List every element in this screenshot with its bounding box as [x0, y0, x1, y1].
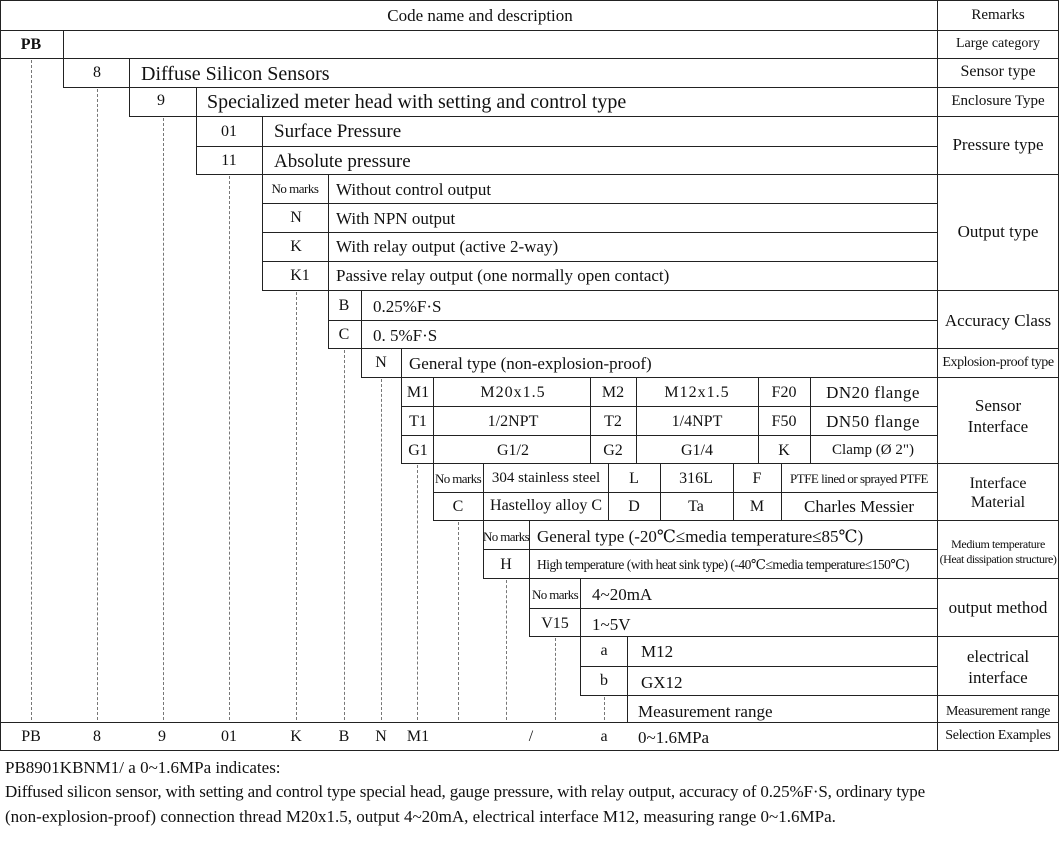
medium-remark: Medium temperature: [951, 537, 1045, 551]
interface-code: F20: [771, 384, 797, 401]
output-desc: Passive relay output (one normally open contact): [336, 266, 670, 285]
material-value: Hastelloy alloy C: [490, 497, 602, 514]
electrical-remark: electrical: [966, 647, 1030, 666]
medium-desc: High temperature (with heat sink type) (-40℃≤media temperature≤150℃): [537, 557, 910, 572]
example-remark: Selection Examples: [945, 728, 1051, 743]
material-value: 304 stainless steel: [491, 470, 601, 486]
material-value: PTFE lined or sprayed PTFE: [790, 471, 928, 486]
material-remark: Interface: [969, 475, 1027, 492]
measurement-remark: Measurement range: [946, 704, 1050, 719]
output-method-desc: 4~20mA: [592, 585, 653, 604]
example-code: PB: [21, 728, 41, 745]
output-remark: Output type: [957, 222, 1039, 241]
interface-code: M2: [601, 384, 625, 401]
medium-desc: General type (-20℃≤media temperature≤85℃): [537, 527, 864, 546]
interface-remark: Sensor: [974, 396, 1022, 415]
example-code: 01: [221, 728, 237, 745]
accuracy-remark: Accuracy Class: [944, 311, 1052, 330]
pressure-remark: Pressure type: [952, 135, 1044, 154]
material-value: Ta: [688, 498, 704, 515]
header-remarks: Remarks: [971, 7, 1025, 23]
accuracy-code: B: [338, 297, 350, 314]
output-code: N: [290, 209, 302, 226]
example-code: K: [290, 728, 302, 745]
example-code: M1: [406, 728, 430, 745]
material-remark: Material: [970, 494, 1026, 511]
output-code: K1: [290, 267, 310, 284]
output-code: No marks: [271, 181, 319, 196]
interface-value: 1/4NPT: [671, 413, 723, 430]
material-value: 316L: [679, 470, 713, 487]
output-method-remark: output method: [948, 598, 1048, 617]
accuracy-code: C: [338, 326, 350, 343]
interface-code: G2: [603, 442, 623, 459]
output-method-desc: 1~5V: [592, 615, 631, 634]
sensor-type-desc: Diffuse Silicon Sensors: [141, 63, 330, 85]
interface-code: G1: [408, 442, 428, 459]
output-code: K: [290, 238, 302, 255]
output-desc: Without control output: [336, 180, 492, 199]
explosion-code: N: [375, 354, 387, 371]
accuracy-desc: 0. 5%F·S: [373, 326, 438, 345]
output-method-code: No marks: [531, 587, 579, 602]
pressure-code: 01: [221, 123, 237, 140]
material-code: No marks: [434, 471, 482, 486]
example-code: N: [375, 728, 387, 745]
interface-value: DN20 flange: [826, 383, 920, 402]
explosion-remark: Explosion-proof type: [942, 355, 1054, 370]
interface-code: F50: [771, 413, 797, 430]
footnote-line: PB8901KBNM1/ a 0~1.6MPa indicates:: [5, 758, 281, 777]
accuracy-desc: 0.25%F·S: [373, 297, 442, 316]
interface-code: T2: [604, 413, 622, 430]
header-title: Code name and description: [387, 6, 573, 25]
material-value: Charles Messier: [803, 497, 915, 516]
electrical-code: a: [600, 642, 608, 659]
interface-value: 1/2NPT: [487, 413, 539, 430]
interface-value: G1/2: [497, 442, 529, 459]
output-method-code: V15: [541, 615, 569, 632]
medium-code: H: [500, 556, 512, 573]
interface-value: M20x1.5: [480, 384, 546, 401]
pressure-code: 11: [221, 152, 237, 169]
material-code: F: [752, 470, 762, 487]
footnote-line: (non-explosion-proof) connection thread M20x1.5, output 4~20mA, electrical interface M12, measuring range 0~1.6MPa.: [5, 807, 836, 826]
interface-value: Clamp (Ø 2"): [832, 442, 914, 458]
material-code: M: [749, 498, 765, 515]
enclosure-remark: Enclosure Type: [951, 93, 1045, 109]
interface-value: DN50 flange: [826, 412, 920, 431]
material-code: C: [452, 498, 464, 515]
interface-code: T1: [409, 413, 427, 430]
example-code: a: [600, 728, 608, 745]
electrical-desc: GX12: [641, 673, 683, 692]
example-code: 9: [158, 728, 166, 745]
output-desc: With relay output (active 2-way): [336, 237, 559, 256]
sensor-type-code: 8: [93, 64, 101, 81]
example-code: /: [528, 728, 534, 745]
enclosure-code: 9: [157, 92, 165, 109]
example-range: 0~1.6MPa: [638, 728, 710, 747]
material-code: L: [629, 470, 639, 487]
measurement-desc: Measurement range: [638, 702, 773, 721]
material-code: D: [628, 498, 640, 515]
sensor-type-remark: Sensor type: [960, 63, 1036, 80]
interface-value: M12x1.5: [664, 384, 730, 401]
large-category-code: PB: [20, 36, 42, 53]
interface-code: K: [778, 442, 790, 459]
large-category-remark: Large category: [955, 36, 1041, 51]
electrical-desc: M12: [641, 642, 674, 661]
enclosure-desc: Specialized meter head with setting and control type: [207, 91, 627, 113]
example-code: 8: [93, 728, 101, 745]
pressure-desc: Surface Pressure: [274, 121, 402, 142]
footnote-line: Diffused silicon sensor, with setting and control type special head, gauge pressure, with relay output, accuracy of 0.25%F·S, ordinary type: [5, 782, 925, 801]
output-desc: With NPN output: [336, 209, 456, 228]
electrical-code: b: [600, 672, 608, 689]
interface-remark: Interface: [967, 417, 1029, 436]
explosion-desc: General type (non-explosion-proof): [409, 354, 652, 373]
example-code: B: [338, 728, 350, 745]
medium-code: No marks: [482, 529, 530, 544]
electrical-remark: interface: [968, 668, 1028, 687]
interface-value: G1/4: [681, 442, 713, 459]
pressure-desc: Absolute pressure: [274, 151, 411, 172]
interface-code: M1: [406, 384, 430, 401]
medium-remark: (Heat dissipation structure): [939, 552, 1057, 566]
